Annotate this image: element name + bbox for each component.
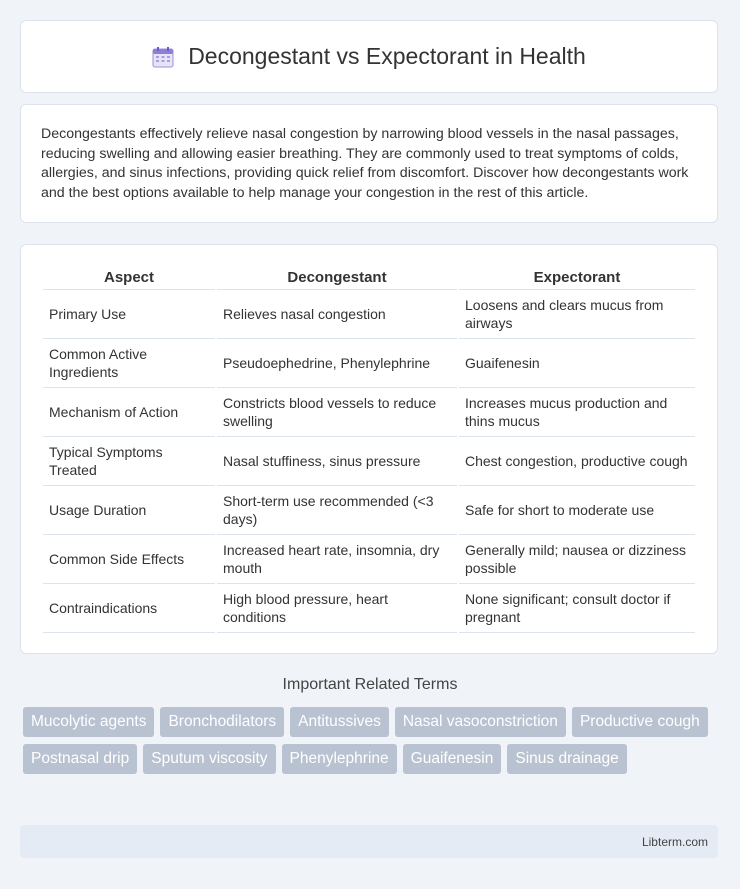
cell-expectorant: None significant; consult doctor if pregnant	[459, 584, 695, 633]
cell-decongestant: Short-term use recommended (<3 days)	[217, 486, 457, 535]
intro-text: Decongestants effectively relieve nasal congestion by narrowing blood vessels in the nasal passages, reducing swelling and allowing easier breathing. They are commonly used to treat symptoms of colds, allergies, and sinus infections, providing quick relief from discomfort. Discover how decongestants work and the best options available to help manage your congestion in the rest of this article.	[41, 126, 689, 201]
cell-decongestant: Relieves nasal congestion	[217, 290, 457, 339]
related-terms-title: Important Related Terms	[282, 676, 458, 693]
cell-aspect: Typical Symptoms Treated	[43, 437, 215, 486]
table-row	[43, 339, 695, 388]
table-row	[43, 535, 695, 584]
related-terms-list	[23, 707, 723, 781]
related-term-tag[interactable]: Sinus drainage	[507, 744, 626, 774]
related-term-tag[interactable]: Postnasal drip	[23, 744, 137, 774]
header-expectorant: Expectorant	[459, 265, 695, 290]
calendar-icon	[152, 46, 174, 68]
cell-aspect: Usage Duration	[43, 486, 215, 535]
cell-aspect: Contraindications	[43, 584, 215, 633]
cell-aspect: Common Active Ingredients	[43, 339, 215, 388]
table-header-row	[43, 265, 695, 290]
related-term-tag[interactable]: Productive cough	[572, 707, 708, 737]
cell-aspect: Mechanism of Action	[43, 388, 215, 437]
cell-decongestant: High blood pressure, heart conditions	[217, 584, 457, 633]
cell-expectorant: Chest congestion, productive cough	[459, 437, 695, 486]
cell-aspect: Common Side Effects	[43, 535, 215, 584]
intro-card	[20, 104, 718, 223]
footer-site-link[interactable]: Libterm.com	[641, 835, 708, 849]
related-term-tag[interactable]: Bronchodilators	[160, 707, 284, 737]
cell-decongestant: Pseudoephedrine, Phenylephrine	[217, 339, 457, 388]
page-title: Decongestant vs Expectorant in Health	[188, 43, 586, 69]
table-row	[43, 486, 695, 535]
related-term-tag[interactable]: Nasal vasoconstriction	[395, 707, 566, 737]
table-row	[43, 290, 695, 339]
table-row	[43, 584, 695, 633]
cell-decongestant: Nasal stuffiness, sinus pressure	[217, 437, 457, 486]
comparison-table	[41, 265, 697, 633]
cell-expectorant: Increases mucus production and thins mucus	[459, 388, 695, 437]
cell-expectorant: Loosens and clears mucus from airways	[459, 290, 695, 339]
cell-expectorant: Guaifenesin	[459, 339, 695, 388]
related-term-tag[interactable]: Antitussives	[290, 707, 389, 737]
cell-expectorant: Generally mild; nausea or dizziness possible	[459, 535, 695, 584]
cell-decongestant: Increased heart rate, insomnia, dry mouth	[217, 535, 457, 584]
table-row	[43, 437, 695, 486]
header-aspect: Aspect	[43, 265, 215, 290]
related-term-tag[interactable]: Sputum viscosity	[143, 744, 275, 774]
table-row	[43, 388, 695, 437]
header-decongestant: Decongestant	[217, 265, 457, 290]
related-term-tag[interactable]: Guaifenesin	[403, 744, 502, 774]
header-card	[20, 20, 718, 93]
related-term-tag[interactable]: Phenylephrine	[282, 744, 397, 774]
cell-expectorant: Safe for short to moderate use	[459, 486, 695, 535]
related-term-tag[interactable]: Mucolytic agents	[23, 707, 154, 737]
cell-aspect: Primary Use	[43, 290, 215, 339]
comparison-card	[20, 244, 718, 654]
cell-decongestant: Constricts blood vessels to reduce swelling	[217, 388, 457, 437]
footer	[20, 825, 718, 858]
